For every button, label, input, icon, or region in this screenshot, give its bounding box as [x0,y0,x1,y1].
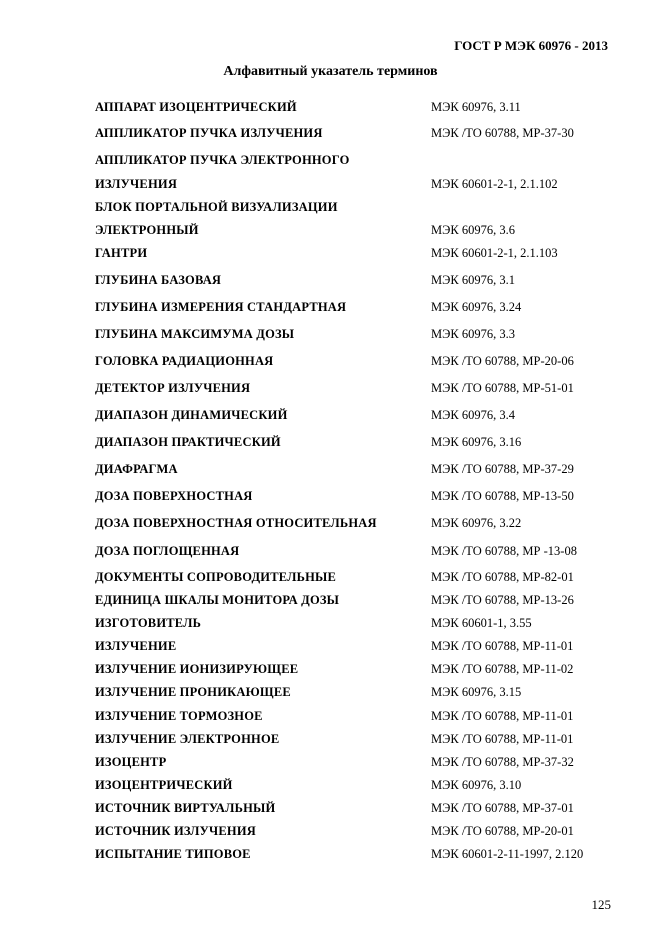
term-reference: МЭК /ТО 60788, МР-37-30 [431,126,574,140]
term-reference: МЭК /ТО 60788, МР -13-08 [431,544,577,558]
index-entry [0,354,661,372]
term-name: ИЗОЦЕНТР [95,755,167,769]
term-reference: МЭК /ТО 60788, МР-11-02 [431,662,574,676]
term-name: ДОЗА ПОГЛОЩЕННАЯ [95,544,240,558]
index-entry [0,847,661,865]
term-reference: МЭК 60601-1, 3.55 [431,616,532,630]
term-name: ДИАФРАГМА [95,462,178,476]
term-reference: МЭК 60601-2-1, 2.1.103 [431,246,558,260]
term-name: ИЗГОТОВИТЕЛЬ [95,616,202,630]
term-name: ИЗОЦЕНТРИЧЕСКИЙ [95,778,233,792]
term-name: ГОЛОВКА РАДИАЦИОННАЯ [95,354,274,368]
index-entry [0,755,661,773]
index-entry [0,100,661,118]
term-name: АППЛИКАТОР ПУЧКА ИЗЛУЧЕНИЯ [95,126,323,140]
term-name: ГЛУБИНА БАЗОВАЯ [95,273,222,287]
index-entry [0,126,661,144]
index-entry [0,200,661,218]
index-entry [0,639,661,657]
term-name: БЛОК ПОРТАЛЬНОЙ ВИЗУАЛИЗАЦИИ [95,200,338,214]
index-entry [0,273,661,291]
term-reference: МЭК /ТО 60788, МР-20-06 [431,354,574,368]
term-name: ИСТОЧНИК ВИРТУАЛЬНЫЙ [95,801,276,815]
term-name: ДОЗА ПОВЕРХНОСТНАЯ [95,489,253,503]
term-reference: МЭК /ТО 60788, МР-11-01 [431,732,574,746]
term-name: ИСТОЧНИК ИЗЛУЧЕНИЯ [95,824,256,838]
index-entry [0,593,661,611]
term-reference: МЭК /ТО 60788, МР-11-01 [431,709,574,723]
index-entry [0,616,661,634]
term-name: ИЗЛУЧЕНИЕ ЭЛЕКТРОННОЕ [95,732,280,746]
term-reference: МЭК 60976, 3.24 [431,300,522,314]
term-name: ЕДИНИЦА ШКАЛЫ МОНИТОРА ДОЗЫ [95,593,340,607]
term-reference: МЭК 60976, 3.10 [431,778,522,792]
index-entry [0,685,661,703]
term-name: АППЛИКАТОР ПУЧКА ЭЛЕКТРОННОГО [95,153,350,167]
term-reference: МЭК 60976, 3.4 [431,408,515,422]
term-name: ГЛУБИНА ИЗМЕРЕНИЯ СТАНДАРТНАЯ [95,300,347,314]
index-entry [0,709,661,727]
index-entry [0,246,661,264]
term-reference: МЭК /ТО 60788, МР-37-01 [431,801,574,815]
index-entry [0,381,661,399]
index-entry [0,223,661,241]
page-number: 125 [591,897,611,912]
index-entry [0,300,661,318]
term-reference: МЭК 60976, 3.22 [431,516,522,530]
term-reference: МЭК 60976, 3.3 [431,327,515,341]
index-entry [0,732,661,750]
running-header: ГОСТ Р МЭК 60976 - 2013 [454,38,608,53]
term-reference: МЭК /ТО 60788, МР-13-50 [431,489,574,503]
term-reference: МЭК /ТО 60788, МР-11-01 [431,639,574,653]
term-reference: МЭК 60976, 3.11 [431,100,521,114]
term-reference: МЭК 60601-2-1, 2.1.102 [431,177,558,191]
term-name: ИСПЫТАНИЕ ТИПОВОЕ [95,847,251,861]
term-reference: МЭК 60976, 3.1 [431,273,515,287]
index-entry [0,662,661,680]
index-entry [0,544,661,562]
index-entry [0,801,661,819]
index-entry [0,462,661,480]
term-reference: МЭК /ТО 60788, МР-20-01 [431,824,574,838]
index-title: Алфавитный указатель терминов [223,64,438,79]
term-reference: МЭК 60976, 3.6 [431,223,515,237]
index-entry [0,570,661,588]
term-name: ЭЛЕКТРОННЫЙ [95,223,199,237]
term-reference: МЭК /ТО 60788, МР-37-32 [431,755,574,769]
term-name: ИЗЛУЧЕНИЕ ТОРМОЗНОЕ [95,709,263,723]
term-reference: МЭК /ТО 60788, МР-13-26 [431,593,574,607]
index-entry [0,489,661,507]
term-name: ДИАПАЗОН ДИНАМИЧЕСКИЙ [95,408,288,422]
term-name: ИЗЛУЧЕНИЕ [95,639,177,653]
term-name: ГАНТРИ [95,246,148,260]
term-name: ИЗЛУЧЕНИЯ [95,177,178,191]
term-reference: МЭК 60601-2-11-1997, 2.120 [431,847,584,861]
term-reference: МЭК 60976, 3.15 [431,685,522,699]
index-entry [0,327,661,345]
index-entry [0,824,661,842]
term-reference: МЭК /ТО 60788, МР-37-29 [431,462,574,476]
index-entry [0,516,661,534]
index-entry [0,778,661,796]
index-entry [0,435,661,453]
term-name: ДЕТЕКТОР ИЗЛУЧЕНИЯ [95,381,251,395]
term-name: ИЗЛУЧЕНИЕ ИОНИЗИРУЮЩЕЕ [95,662,299,676]
term-name: ДИАПАЗОН ПРАКТИЧЕСКИЙ [95,435,281,449]
index-entry [0,408,661,426]
term-reference: МЭК /ТО 60788, МР-51-01 [431,381,574,395]
term-name: ИЗЛУЧЕНИЕ ПРОНИКАЮЩЕЕ [95,685,291,699]
term-reference: МЭК /ТО 60788, МР-82-01 [431,570,574,584]
index-entry [0,177,661,195]
term-name: ГЛУБИНА МАКСИМУМА ДОЗЫ [95,327,295,341]
term-name: ДОЗА ПОВЕРХНОСТНАЯ ОТНОСИТЕЛЬНАЯ [95,516,377,530]
term-name: ДОКУМЕНТЫ СОПРОВОДИТЕЛЬНЫЕ [95,570,337,584]
term-reference: МЭК 60976, 3.16 [431,435,522,449]
index-entry [0,153,661,171]
term-name: АППАРАТ ИЗОЦЕНТРИЧЕСКИЙ [95,100,297,114]
